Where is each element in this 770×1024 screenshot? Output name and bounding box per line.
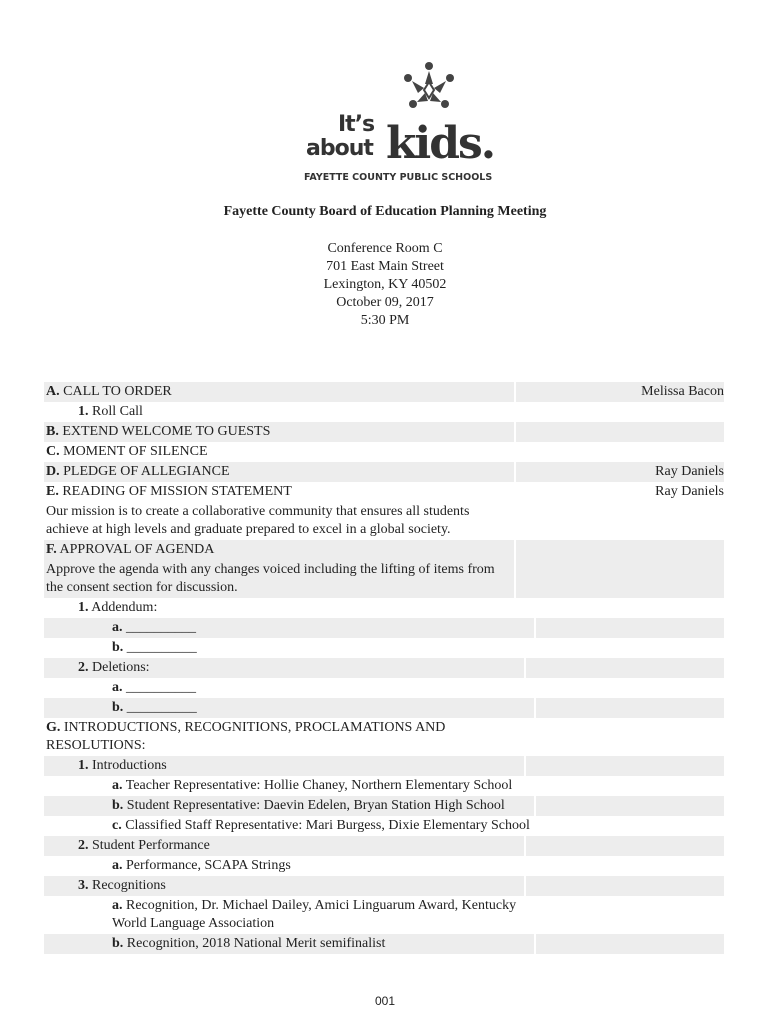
agenda-item-letter: G. xyxy=(46,720,61,735)
agenda-item-letter: b. xyxy=(112,640,124,655)
agenda-row xyxy=(44,796,724,816)
agenda-item-text: Approve the agenda with any changes voiced including the lifting of items from the consent section for discussion. xyxy=(46,562,495,595)
agenda-item-text: Recognition, Dr. Michael Dailey, Amici Linguarum Award, Kentucky World Language Association xyxy=(112,898,517,931)
meeting-title: Fayette County Board of Education Planning Meeting xyxy=(223,204,547,219)
agenda-presenter xyxy=(526,598,724,618)
agenda-item-letter: a. xyxy=(112,858,123,873)
agenda-row xyxy=(44,698,724,718)
meeting-date: October 09, 2017 xyxy=(336,295,434,310)
logo-text-kids: kids. xyxy=(386,118,495,169)
agenda-presenter: Ray Daniels xyxy=(516,462,724,482)
agenda-item-letter: a. xyxy=(112,898,123,913)
agenda-item xyxy=(44,776,534,796)
agenda-item xyxy=(44,638,534,658)
agenda-item-letter: b. xyxy=(112,936,124,951)
agenda-item-letter: 1. xyxy=(78,600,89,615)
agenda-item xyxy=(44,618,534,638)
agenda-item xyxy=(44,598,524,618)
agenda-item xyxy=(44,382,514,402)
agenda-presenter xyxy=(536,678,724,698)
agenda-item-letter: B. xyxy=(46,424,59,439)
agenda-item xyxy=(44,402,524,422)
agenda-presenter xyxy=(526,402,724,422)
agenda-presenter xyxy=(536,934,724,954)
agenda-item xyxy=(44,796,534,816)
meeting-address-line2: Lexington, KY 40502 xyxy=(323,277,447,292)
agenda-presenter xyxy=(516,560,724,598)
agenda-item-letter: a. xyxy=(112,778,123,793)
agenda-presenter xyxy=(536,776,724,796)
agenda-row xyxy=(44,402,724,422)
agenda-item-letter: E. xyxy=(46,484,59,499)
agenda-row xyxy=(44,540,724,560)
agenda-item-text: __________ xyxy=(126,680,196,695)
agenda-row xyxy=(44,678,724,698)
agenda-row xyxy=(44,836,724,856)
agenda-item xyxy=(44,896,534,934)
agenda-presenter xyxy=(536,816,724,836)
meeting-address-line1: 701 East Main Street xyxy=(326,259,444,274)
agenda-item-text: Student Representative: Daevin Edelen, Bryan Station High School xyxy=(126,798,505,813)
agenda-row xyxy=(44,502,724,540)
agenda-item-text: Addendum: xyxy=(91,600,158,615)
agenda-item-text: MOMENT OF SILENCE xyxy=(63,444,208,459)
star-people-icon xyxy=(398,60,460,118)
agenda-item-text: __________ xyxy=(126,700,197,715)
agenda-item-letter: b. xyxy=(112,798,124,813)
agenda-row xyxy=(44,658,724,678)
agenda-item xyxy=(44,540,514,560)
agenda-item-text: Student Performance xyxy=(92,838,210,853)
agenda-item-letter: c. xyxy=(112,818,122,833)
agenda-item xyxy=(44,482,514,502)
agenda-presenter xyxy=(516,502,724,540)
agenda-item-text: Recognition, 2018 National Merit semifinalist xyxy=(126,936,386,951)
agenda-row xyxy=(44,598,724,618)
agenda-presenter xyxy=(526,876,724,896)
agenda-presenter xyxy=(536,896,724,934)
agenda-item-letter: a. xyxy=(112,620,123,635)
agenda-item-letter: b. xyxy=(112,700,124,715)
agenda-item-letter: A. xyxy=(46,384,60,399)
agenda-presenter xyxy=(536,856,724,876)
agenda-item-letter: 2. xyxy=(78,660,89,675)
agenda-item-text: Introductions xyxy=(92,758,167,773)
agenda-presenter xyxy=(526,756,724,776)
agenda-item-text: CALL TO ORDER xyxy=(63,384,172,399)
agenda-item-letter: C. xyxy=(46,444,60,459)
agenda-item-text: PLEDGE OF ALLEGIANCE xyxy=(63,464,230,479)
agenda-item-text: EXTEND WELCOME TO GUESTS xyxy=(62,424,271,439)
agenda-row xyxy=(44,382,724,402)
meeting-location: Conference Room C xyxy=(327,241,443,256)
agenda-row xyxy=(44,856,724,876)
agenda-item-letter: 1. xyxy=(78,758,89,773)
agenda-item-text: __________ xyxy=(126,640,197,655)
agenda-item xyxy=(44,836,524,856)
agenda-row xyxy=(44,876,724,896)
agenda-item xyxy=(44,856,534,876)
agenda-presenter xyxy=(526,836,724,856)
agenda-item-text: Teacher Representative: Hollie Chaney, Northern Elementary School xyxy=(125,778,513,793)
agenda-row xyxy=(44,756,724,776)
meeting-time: 5:30 PM xyxy=(360,313,410,328)
agenda-item xyxy=(44,816,534,836)
agenda-presenter xyxy=(536,698,724,718)
agenda-presenter xyxy=(516,540,724,560)
agenda-presenter xyxy=(516,718,724,756)
agenda-presenter xyxy=(536,638,724,658)
agenda-presenter xyxy=(536,618,724,638)
agenda-item xyxy=(44,876,524,896)
agenda-item xyxy=(44,718,514,756)
agenda-row xyxy=(44,776,724,796)
agenda-row xyxy=(44,638,724,658)
agenda-item-letter: 3. xyxy=(78,878,89,893)
agenda-item-text: Our mission is to create a collaborative community that ensures all students achieve at high levels and graduate prepared to excel in a global society. xyxy=(46,504,470,537)
agenda-item xyxy=(44,502,514,540)
agenda-item xyxy=(44,698,534,718)
agenda-row xyxy=(44,482,724,502)
page-number: 001 xyxy=(374,994,396,1008)
agenda-row xyxy=(44,560,724,598)
agenda-item-text: Deletions: xyxy=(92,660,150,675)
agenda-presenter xyxy=(536,796,724,816)
agenda-item xyxy=(44,658,524,678)
agenda-item-letter: D. xyxy=(46,464,60,479)
agenda-row xyxy=(44,422,724,442)
agenda-row xyxy=(44,718,724,756)
agenda-item-text: Recognitions xyxy=(92,878,166,893)
agenda-item-text: Classified Staff Representative: Mari Burgess, Dixie Elementary School xyxy=(125,818,530,833)
agenda-presenter xyxy=(516,422,724,442)
agenda-item-text: INTRODUCTIONS, RECOGNITIONS, PROCLAMATIONS AND RESOLUTIONS: xyxy=(46,720,446,753)
district-logo xyxy=(300,60,500,190)
agenda-item xyxy=(44,678,534,698)
logo-subtitle: FAYETTE COUNTY PUBLIC SCHOOLS xyxy=(304,172,493,183)
agenda-item-text: __________ xyxy=(126,620,196,635)
agenda-item xyxy=(44,934,534,954)
agenda-item-letter: F. xyxy=(46,542,57,557)
agenda-item-text: APPROVAL OF AGENDA xyxy=(59,542,215,557)
agenda-item xyxy=(44,442,514,462)
agenda-presenter xyxy=(516,442,724,462)
agenda-item-text: Roll Call xyxy=(92,404,143,419)
agenda-item xyxy=(44,422,514,442)
agenda-presenter xyxy=(526,658,724,678)
agenda-item-letter: 2. xyxy=(78,838,89,853)
agenda-row xyxy=(44,934,724,954)
agenda-row xyxy=(44,462,724,482)
agenda-item xyxy=(44,560,514,598)
logo-text-about: about xyxy=(306,136,373,161)
agenda-item-letter: 1. xyxy=(78,404,89,419)
agenda-item xyxy=(44,462,514,482)
agenda-item xyxy=(44,756,524,776)
agenda-presenter: Ray Daniels xyxy=(655,484,724,499)
agenda-row xyxy=(44,816,724,836)
agenda-row xyxy=(44,896,724,934)
agenda-presenter: Melissa Bacon xyxy=(516,382,724,402)
meeting-details xyxy=(0,240,770,330)
agenda-item-text: READING OF MISSION STATEMENT xyxy=(62,484,292,499)
logo-text-its: It’s xyxy=(338,112,375,137)
agenda-item-letter: a. xyxy=(112,680,123,695)
agenda-table xyxy=(44,382,724,954)
agenda-row xyxy=(44,618,724,638)
agenda-row xyxy=(44,442,724,462)
agenda-item-text: Performance, SCAPA Strings xyxy=(126,858,291,873)
